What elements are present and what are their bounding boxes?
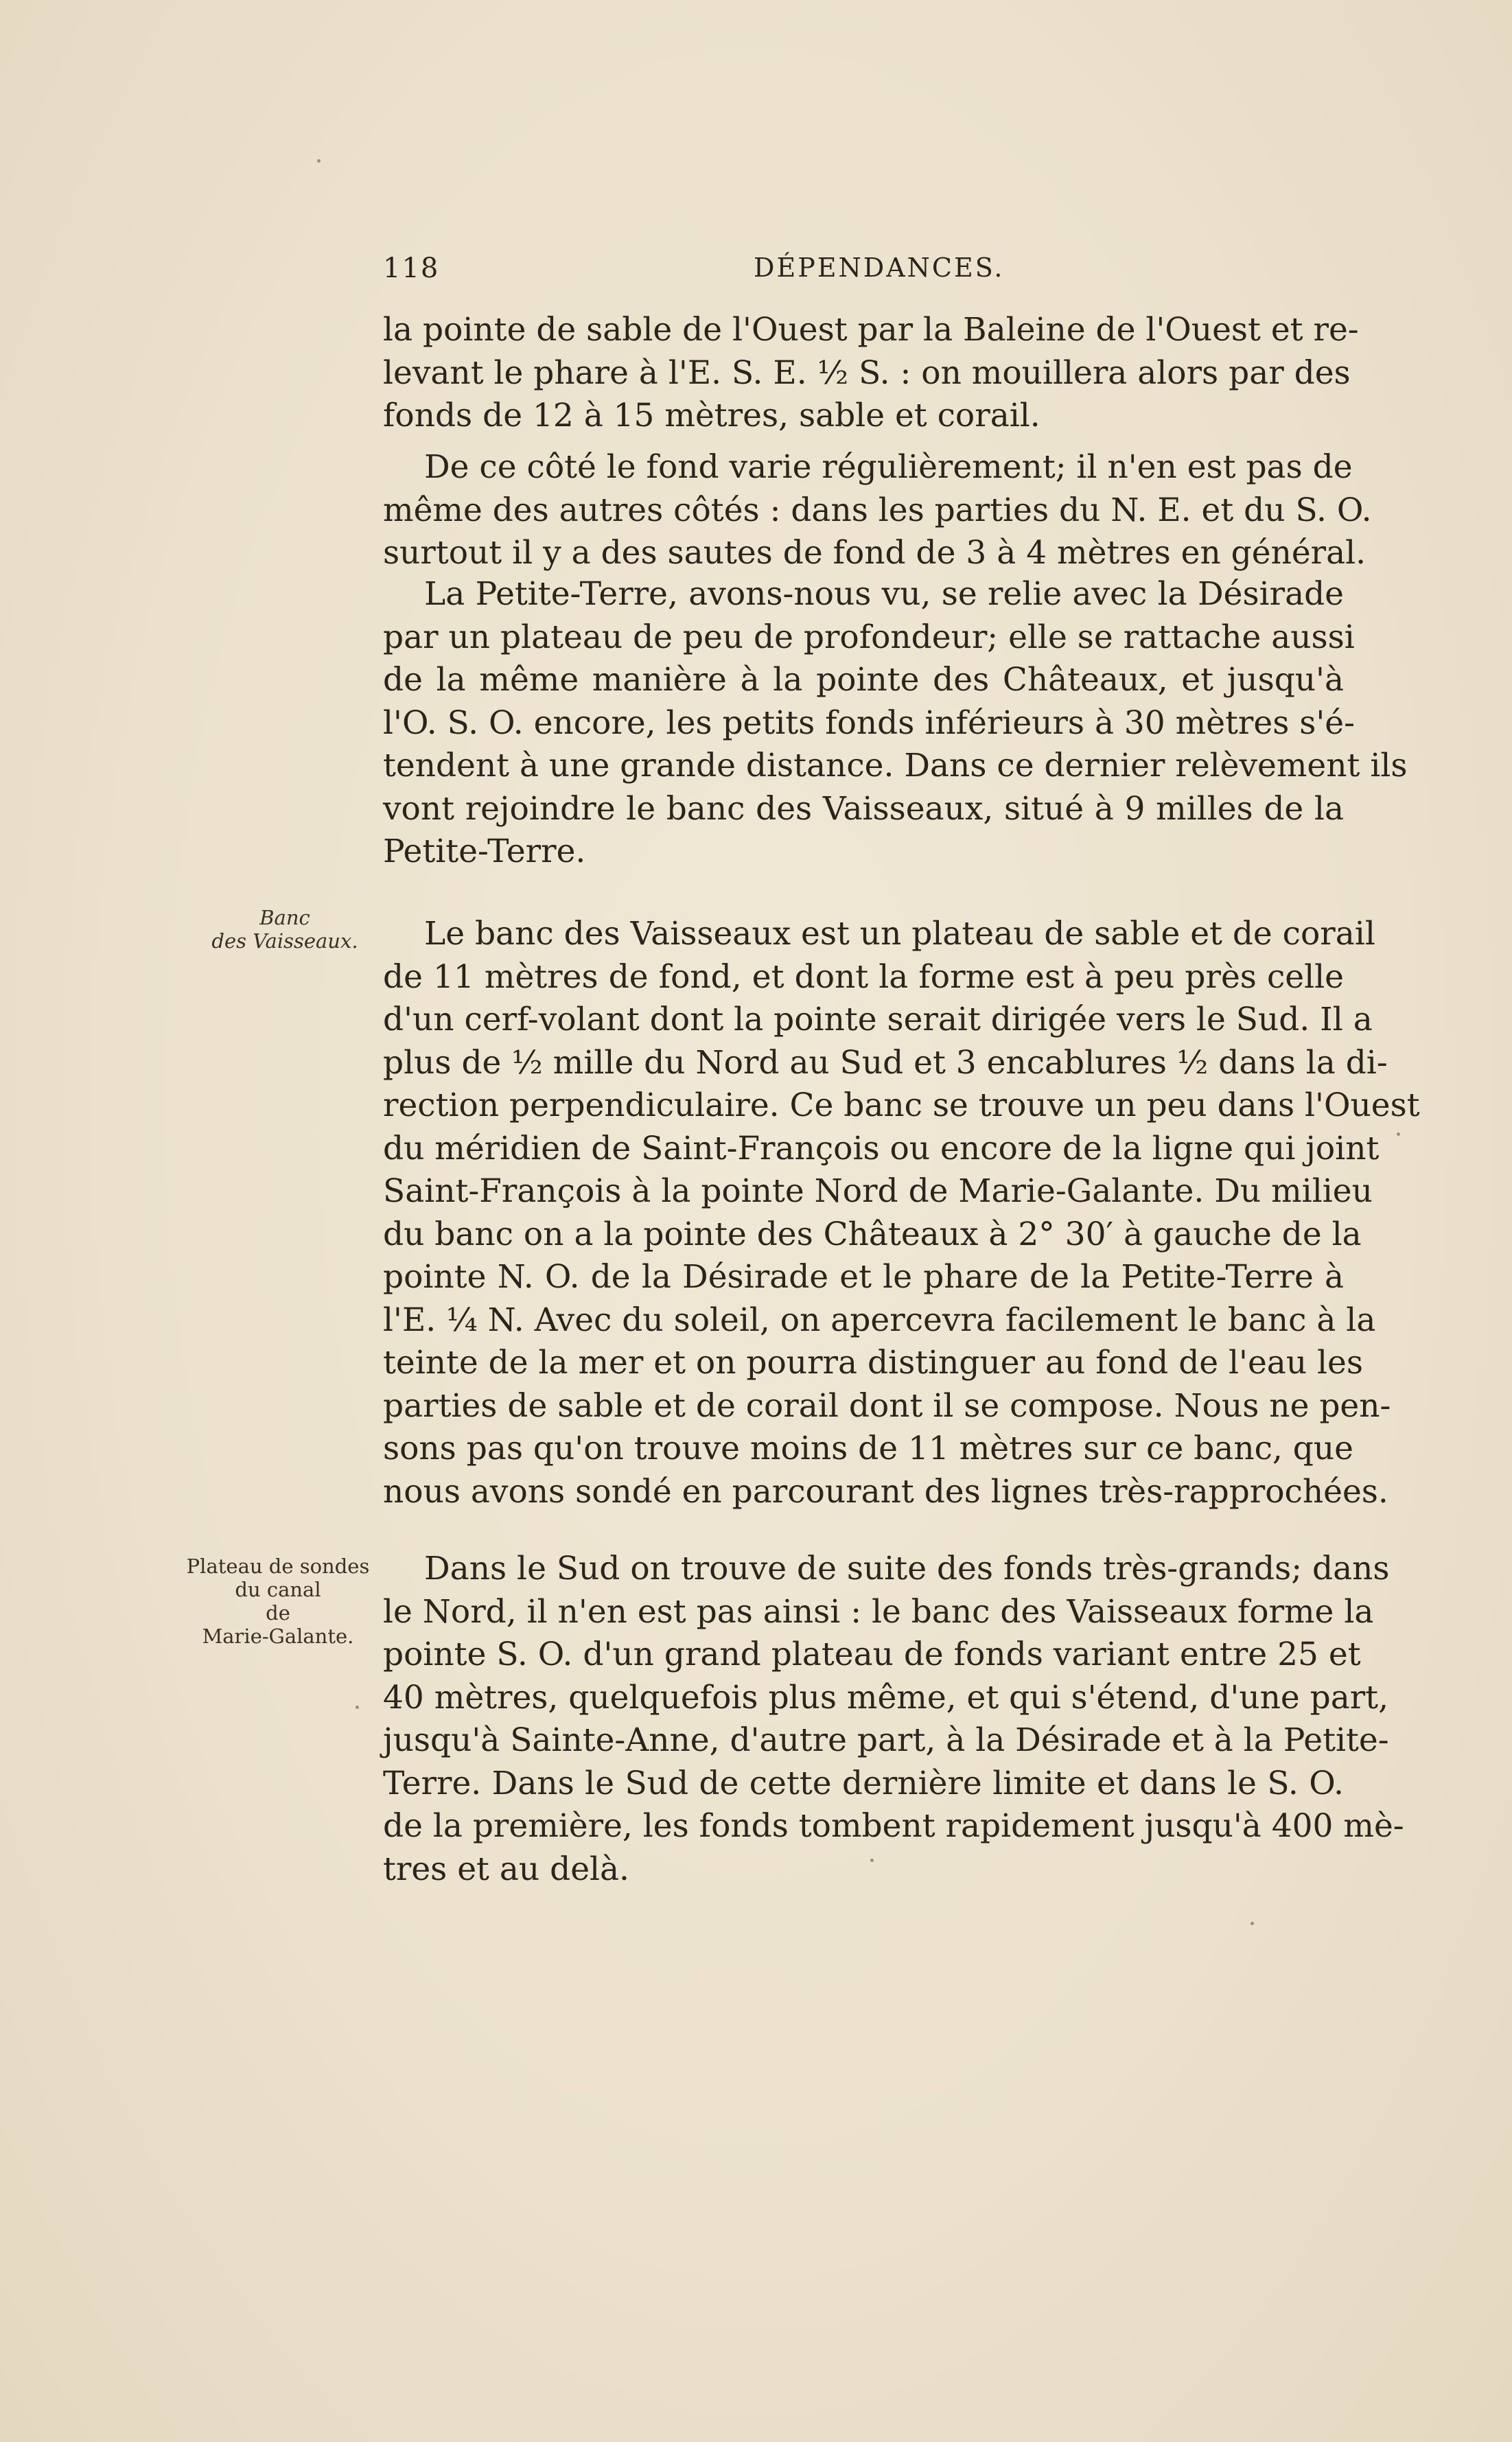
text-line: la pointe de sable de l'Ouest par la Baleine de l'Ouest et re- <box>383 311 1359 349</box>
margin-note-banc-des-vaisseaux <box>199 906 371 953</box>
text-line: levant le phare à l'E. S. E. ½ S. : on mouillera alors par des <box>383 353 1351 392</box>
text-line: le Nord, il n'en est pas ainsi : le banc des Vaisseaux forme la <box>383 1592 1374 1631</box>
paper-speck <box>1251 1922 1254 1925</box>
text-line: vont rejoindre le banc des Vaisseaux, situé à 9 milles de la <box>383 789 1344 828</box>
margin-note-line: Marie-Galante. <box>202 1625 354 1648</box>
text-line: 40 mètres, quelquefois plus même, et qui s'étend, d'une part, <box>383 1678 1389 1717</box>
text-line: de 11 mètres de fond, et dont la forme est à peu près celle <box>383 957 1344 996</box>
text-line: pointe S. O. d'un grand plateau de fonds variant entre 25 et <box>383 1636 1361 1673</box>
paper-speck <box>317 159 321 163</box>
text-line: fonds de 12 à 15 mètres, sable et corail. <box>383 397 1040 434</box>
text-line: rection perpendiculaire. Ce banc se trouve un peu dans l'Ouest <box>383 1086 1420 1124</box>
text-line: Terre. Dans le Sud de cette dernière limite et dans le S. O. <box>383 1764 1344 1802</box>
page-header <box>383 253 1005 294</box>
text-line: Saint-François à la pointe Nord de Marie-Galante. Du milieu <box>383 1172 1373 1210</box>
paper-speck <box>1397 1132 1400 1136</box>
text-line: du méridien de Saint-François ou encore de la ligne qui joint <box>383 1129 1380 1167</box>
paragraph-2 <box>383 446 1372 575</box>
text-line: même des autres côtés : dans les parties du N. E. et du S. O. <box>383 491 1372 529</box>
text-line: sons pas qu'on trouve moins de 11 mètres sur ce banc, que <box>383 1430 1353 1467</box>
text-line: La Petite-Terre, avons-nous vu, se relie avec la Désirade <box>424 575 1344 613</box>
text-line: Le banc des Vaisseaux est un plateau de sable et de corail <box>424 915 1375 953</box>
paper-speck <box>356 1706 359 1709</box>
text-line: De ce côté le fond varie régulièrement; il n'en est pas de <box>424 448 1353 486</box>
paragraph-4 <box>383 913 1420 1513</box>
paper-speck <box>870 1859 874 1862</box>
paragraph-3 <box>383 573 1408 874</box>
text-line: plus de ½ mille du Nord au Sud et 3 encablures ½ dans la di- <box>383 1043 1388 1082</box>
paragraph-1 <box>383 309 1359 438</box>
text-line: d'un cerf-volant dont la pointe serait dirigée vers le Sud. Il a <box>383 1001 1373 1038</box>
paragraph-5 <box>383 1548 1404 1891</box>
text-line: surtout il y a des sautes de fond de 3 à 4 mètres en général. <box>383 534 1366 572</box>
text-line: pointe N. O. de la Désirade et le phare de la Petite-Terre à <box>383 1258 1344 1296</box>
text-line: l'O. S. O. encore, les petits fonds inférieurs à 30 mètres s'é- <box>383 703 1355 742</box>
margin-note-line: des Vaisseaux. <box>211 929 358 953</box>
text-line: jusqu'à Sainte-Anne, d'autre part, à la Désirade et à la Petite- <box>383 1721 1389 1759</box>
text-line: parties de sable et de corail dont il se compose. Nous ne pen- <box>383 1386 1391 1425</box>
text-line: de la même manière à la pointe des Châteaux, et jusqu'à <box>383 661 1344 699</box>
margin-note-line: Plateau de sondes <box>186 1555 370 1578</box>
text-line: teinte de la mer et on pourra distinguer au fond de l'eau les <box>383 1344 1363 1382</box>
text-line: tendent à une grande distance. Dans ce dernier relèvement ils <box>383 747 1408 784</box>
margin-note-line: du canal <box>235 1578 321 1601</box>
margin-note-line: de <box>266 1601 290 1625</box>
text-line: du banc on a la pointe des Châteaux à 2° 30′ à gauche de la <box>383 1215 1362 1253</box>
text-line: l'E. ¼ N. Avec du soleil, on apercevra facilement le banc à la <box>383 1301 1376 1339</box>
text-line: Dans le Sud on trouve de suite des fonds très-grands; dans <box>424 1550 1390 1588</box>
margin-note-plateau-de-sondes <box>185 1555 371 1648</box>
text-line: Petite-Terre. <box>383 833 586 870</box>
page-number: 118 <box>383 253 440 284</box>
running-head: DÉPENDANCES. <box>754 253 1005 283</box>
text-line: par un plateau de peu de profondeur; elle se rattache aussi <box>383 618 1355 656</box>
margin-note-line: Banc <box>259 906 310 929</box>
text-line: tres et au delà. <box>383 1850 629 1888</box>
text-line: de la première, les fonds tombent rapidement jusqu'à 400 mè- <box>383 1807 1404 1845</box>
text-line: nous avons sondé en parcourant des lignes très-rapprochées. <box>383 1472 1388 1511</box>
